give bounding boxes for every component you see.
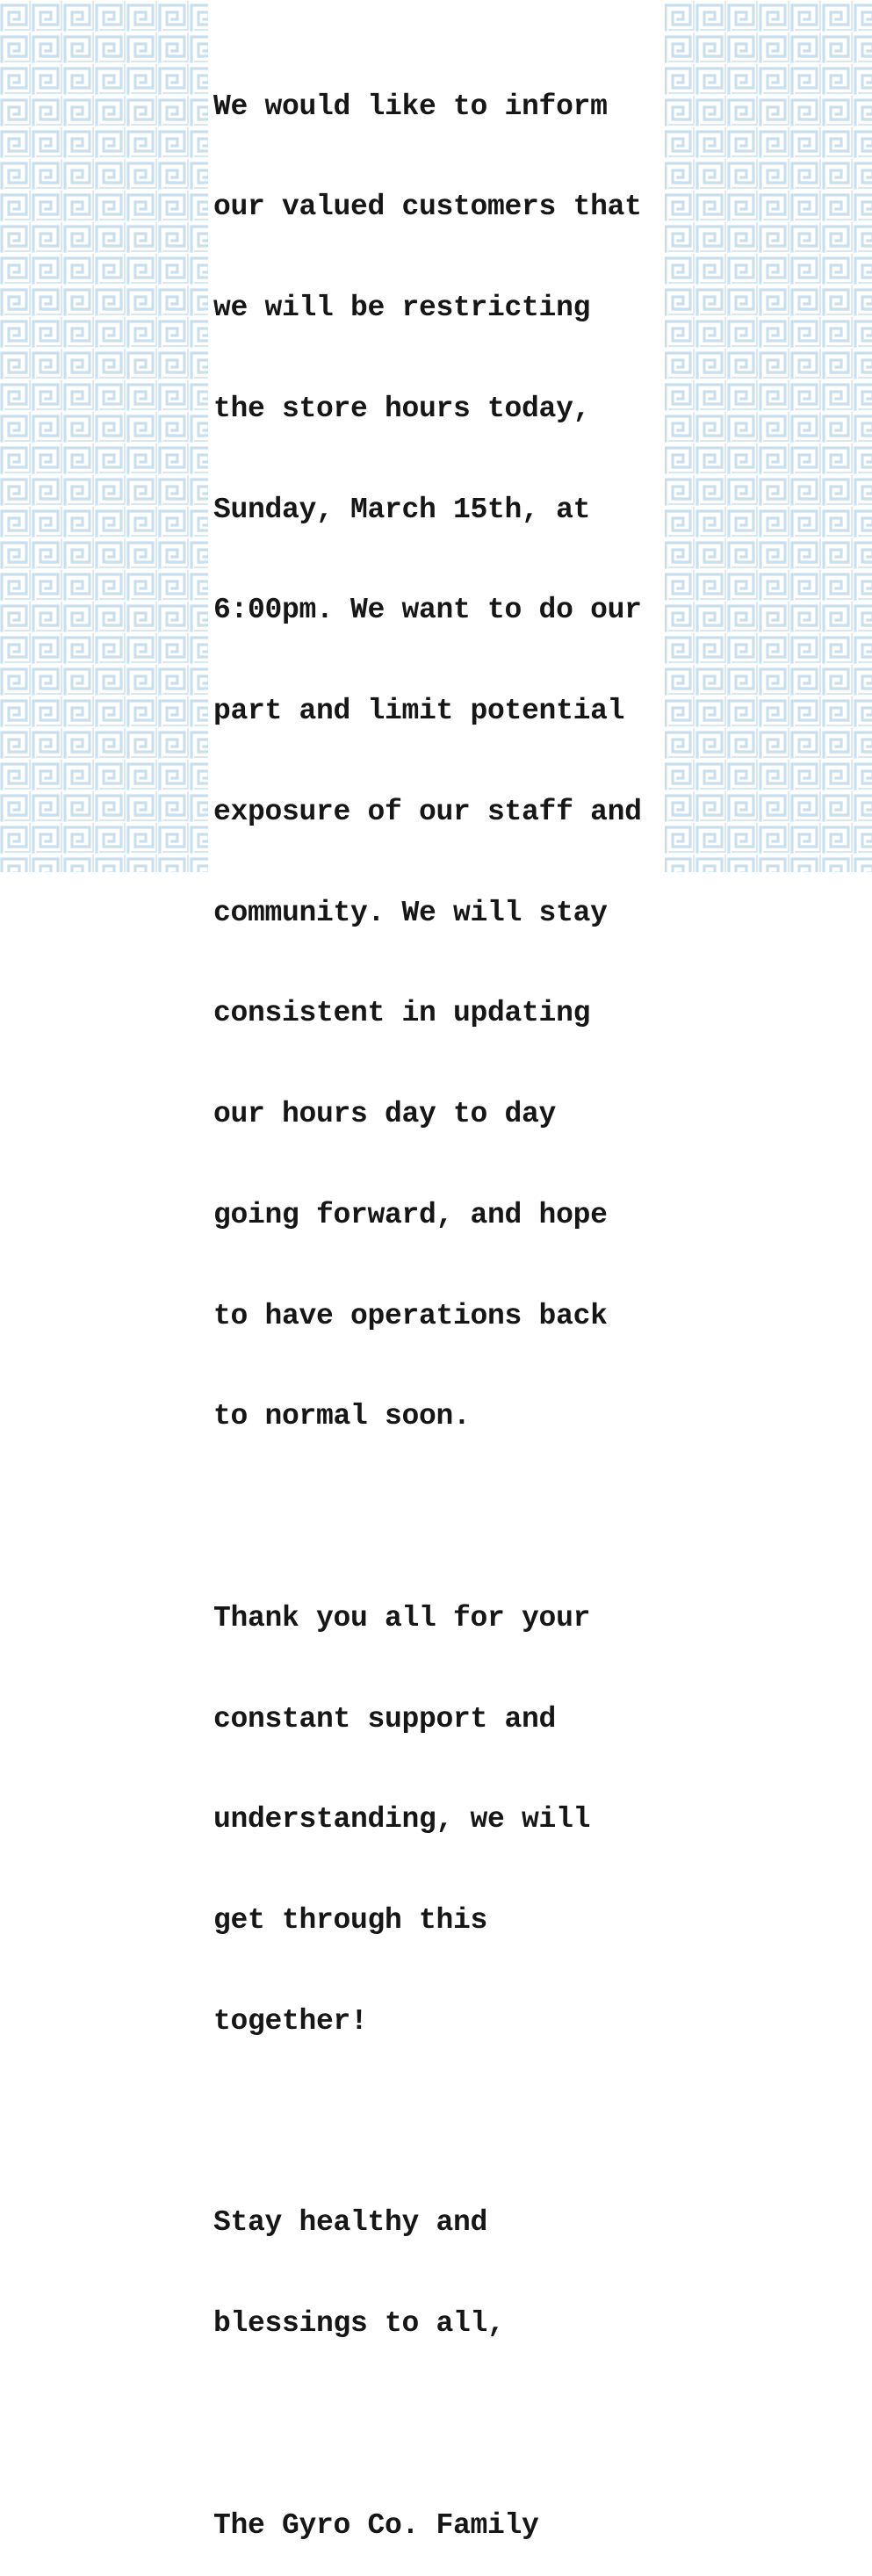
notice-line: our hours day to day xyxy=(213,1098,557,1130)
notice-line: consistent in updating xyxy=(213,997,591,1030)
notice-line: understanding, we will xyxy=(213,1803,591,1836)
notice-line: part and limit potential xyxy=(213,695,625,727)
notice-line: get through this xyxy=(213,1904,488,1937)
notice-line: We would like to inform xyxy=(213,90,608,123)
notice-line: our valued customers that xyxy=(213,191,642,224)
notice-line: the store hours today, xyxy=(213,392,591,425)
notice-line: 6:00pm. We want to do our xyxy=(213,594,642,627)
signature-line: The Gyro Co. Family xyxy=(213,2508,539,2542)
blank-line xyxy=(213,2106,670,2139)
notice-line: to normal soon. xyxy=(213,1400,471,1433)
notice-line: Stay healthy and xyxy=(213,2206,488,2240)
notice-line: to have operations back xyxy=(213,1299,608,1332)
notice-line: exposure of our staff and xyxy=(213,795,642,828)
notice-text xyxy=(213,23,670,2576)
notice-line: blessings to all, xyxy=(213,2307,505,2340)
notice-line: we will be restricting xyxy=(213,292,591,324)
blank-line xyxy=(213,1501,670,1534)
notice-line: going forward, and hope xyxy=(213,1198,608,1231)
notice-line: together! xyxy=(213,2004,368,2038)
notice-line: constant support and xyxy=(213,1702,557,1735)
notice-line: community. We will stay xyxy=(213,896,608,929)
notice-line: Thank you all for your xyxy=(213,1601,591,1634)
notice-line: Sunday, March 15th, at xyxy=(213,493,591,526)
blank-line xyxy=(213,2408,670,2442)
